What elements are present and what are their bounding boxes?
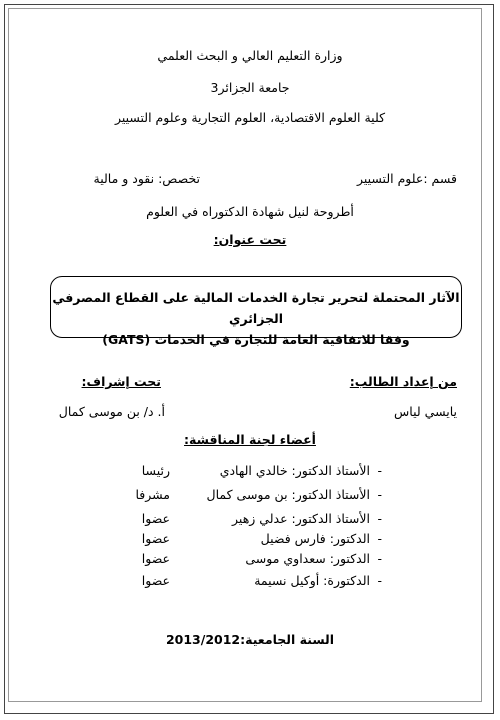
specialty-label: تخصص: نقود و مالية	[93, 171, 200, 186]
thesis-title-line1: الآثار المحتملة لتحرير تجارة الخدمات المالية على القطاع المصرفي الجزائري	[52, 290, 460, 326]
ministry-line: وزارة التعليم العالي و البحث العلمي	[157, 48, 343, 63]
thesis-title-box	[50, 276, 462, 347]
committee-member	[22, 551, 382, 566]
thesis-type: أطروحة لنيل شهادة الدكتوراه في العلوم	[146, 204, 354, 219]
committee-member	[22, 573, 382, 588]
member-dash: -	[377, 551, 382, 566]
member-name: الأستاذ الدكتور: عدلي زهير	[232, 511, 370, 526]
member-name: الأستاذ الدكتور: خالدي الهادي	[219, 463, 370, 478]
faculty-line: كلية العلوم الاقتصادية، العلوم التجارية وعلوم التسيير	[114, 110, 386, 125]
member-role: رئيسا	[141, 463, 170, 478]
member-name: الدكتور: فارس فضيل	[260, 531, 370, 546]
committee-member	[22, 463, 382, 478]
committee-heading: أعضاء لجنة المناقشة:	[184, 432, 316, 447]
member-role: عضوا	[141, 531, 170, 546]
member-dash: -	[377, 511, 382, 526]
member-dash: -	[377, 573, 382, 588]
academic-year: السنة الجامعية:2013/2012	[165, 632, 335, 647]
member-role: عضوا	[141, 511, 170, 526]
committee-member	[22, 487, 382, 502]
university-line: جامعة الجزائر3	[210, 80, 290, 95]
title-heading: تحت عنوان:	[213, 232, 287, 247]
member-dash: -	[377, 531, 382, 546]
department-label: قسم :علوم التسيير	[356, 171, 457, 186]
committee-member	[22, 531, 382, 546]
supervisor-heading: تحت إشراف:	[81, 374, 161, 389]
member-role: عضوا	[141, 573, 170, 588]
thesis-title-line2: وفقا للاتفاقية العامة للتجارة في الخدمات (GATS)	[102, 332, 410, 347]
student-heading: من إعداد الطالب:	[349, 374, 457, 389]
supervisor-name: أ. د/ بن موسى كمال	[58, 404, 165, 419]
student-name: يايسي لياس	[394, 404, 457, 419]
committee-member	[22, 511, 382, 526]
member-name: الدكتور: سعداوي موسى	[245, 551, 370, 566]
member-role: عضوا	[141, 551, 170, 566]
member-dash: -	[377, 487, 382, 502]
member-name: الدكتورة: أوكيل نسيمة	[254, 573, 370, 588]
member-role: مشرفا	[135, 487, 170, 502]
member-name: الأستاذ الدكتور: بن موسى كمال	[206, 487, 370, 502]
member-dash: -	[377, 463, 382, 478]
